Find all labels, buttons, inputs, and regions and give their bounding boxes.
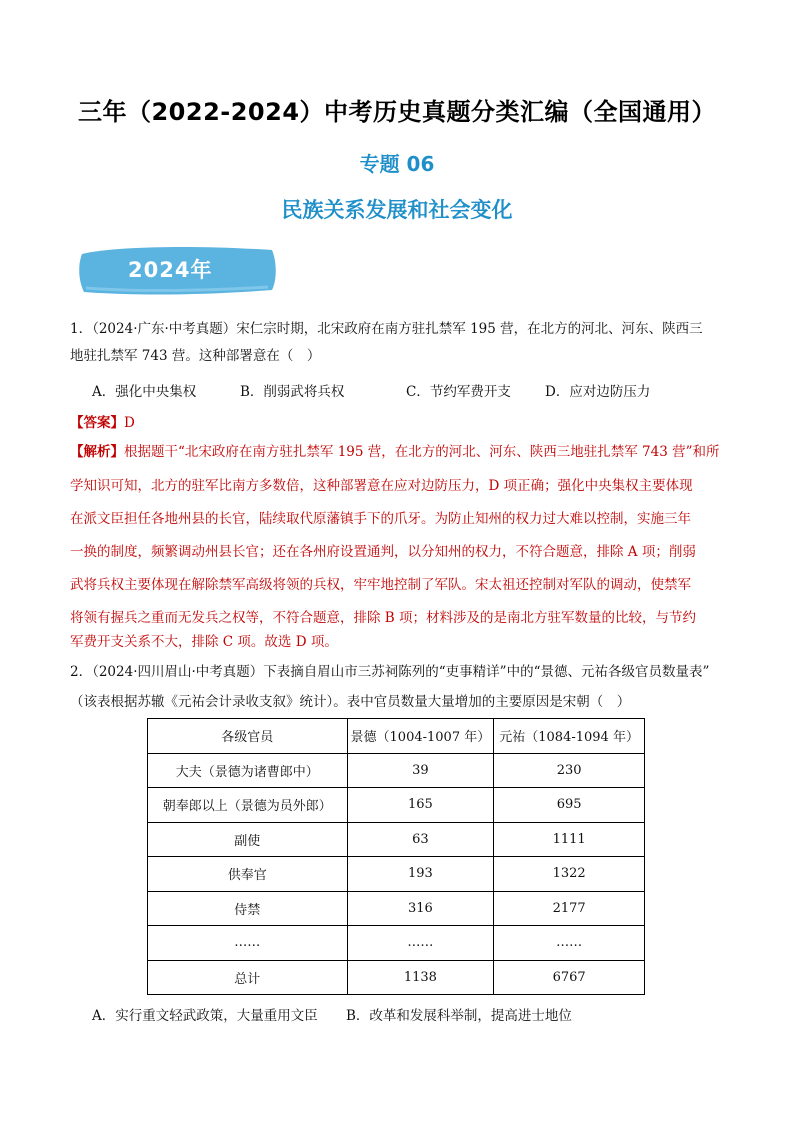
table-cell: 1138: [347, 960, 494, 995]
page-title: 三年（2022-2024）中考历史真题分类汇编（全国通用）: [77, 98, 717, 126]
answer-value: D: [124, 415, 135, 431]
officials-count-table: [147, 718, 645, 995]
q1-analysis-line-4: 一换的制度，频繁调动州县长官；还在各州府设置通判，以分知州的权力，不符合题意，排除 A 项；削弱: [70, 544, 696, 560]
table-cell: 副使: [148, 822, 348, 857]
table-cell: ……: [148, 926, 348, 961]
answer-tag: 【答案】: [70, 415, 124, 431]
table-header: 各级官员: [148, 719, 348, 754]
q2-stem-line-2: （该表根据苏辙《元祐会计录收支叙》统计）。表中官员数量大量增加的主要原因是宋朝（ ）: [70, 694, 631, 710]
q1-stem-line-2: 地驻扎禁军 743 营。这种部署意在（ ）: [70, 348, 321, 364]
q1-option-b: B．削弱武将兵权: [240, 384, 345, 400]
table-cell: 1111: [494, 822, 645, 857]
q1-analysis-line-6: 将领有握兵之重而无发兵之权等，不符合题意，排除 B 项；材料涉及的是南北方驻军数量的比较，与节约: [70, 610, 697, 626]
q2-option-b: B．改革和发展科举制，提高进士地位: [346, 1008, 572, 1024]
table-cell: 6767: [494, 960, 645, 995]
table-cell: 39: [347, 753, 494, 788]
q2-option-a: A．实行重文轻武政策，大量重用文臣: [92, 1008, 318, 1024]
q1-analysis-line-2: 学知识可知，北方的驻军比南方多数倍，这种部署意在应对边防压力，D 项正确；强化中央集权主要体现: [70, 478, 693, 494]
table-cell: 695: [494, 788, 645, 823]
table-cell: 193: [347, 857, 494, 892]
topic-number: 专题 06: [359, 152, 435, 176]
table-row: [148, 857, 645, 892]
table-cell: 230: [494, 753, 645, 788]
table-cell: ……: [347, 926, 494, 961]
table-row: [148, 926, 645, 961]
table-header: 景德（1004-1007 年）: [347, 719, 494, 754]
q1-analysis-line-5: 武将兵权主要体现在解除禁军高级将领的兵权，牢牢地控制了军队。宋太祖还控制对军队的调动，使禁军: [70, 577, 691, 593]
topic-name: 民族关系发展和社会变化: [281, 198, 513, 222]
year-label: 2024年: [128, 258, 213, 282]
table-cell: ……: [494, 926, 645, 961]
table-cell: 63: [347, 822, 494, 857]
q1-analysis-line-7: 军费开支关系不大，排除 C 项。故选 D 项。: [70, 634, 338, 650]
q1-analysis-line-1: [70, 440, 720, 460]
table-cell: 165: [347, 788, 494, 823]
q1-option-c: C．节约军费开支: [406, 384, 511, 400]
table-cell: 朝奉郎以上（景德为员外郎）: [148, 788, 348, 823]
q1-analysis-line-3: 在派文臣担任各地州县的长官，陆续取代原藩镇手下的爪牙。为防止知州的权力过大难以控制，实施三年: [70, 511, 691, 527]
analysis-text: 根据题干“北宋政府在南方驻扎禁军 195 营，在北方的河北、河东、陕西三地驻扎禁军 743 营”和所: [124, 444, 720, 460]
table-row: [148, 822, 645, 857]
table-cell: 总计: [148, 960, 348, 995]
year-badge: [76, 242, 276, 298]
q1-answer: [70, 411, 135, 431]
q1-option-d: D．应对边防压力: [545, 384, 651, 400]
q1-stem-line-1: 1．（2024·广东·中考真题）宋仁宗时期，北宋政府在南方驻扎禁军 195 营，在北方的河北、河东、陕西三: [70, 321, 703, 337]
table-row: [148, 891, 645, 926]
table-cell: 2177: [494, 891, 645, 926]
table-cell: 1322: [494, 857, 645, 892]
table-cell: 316: [347, 891, 494, 926]
table-cell: 供奉官: [148, 857, 348, 892]
table-cell: 侍禁: [148, 891, 348, 926]
table-row: [148, 960, 645, 995]
table-row: [148, 753, 645, 788]
q2-stem-line-1: 2．（2024·四川眉山·中考真题）下表摘自眉山市三苏祠陈列的“吏事精详”中的“景德、元祐各级官员数量表”: [70, 664, 710, 680]
analysis-tag: 【解析】: [70, 444, 124, 460]
table-row: [148, 788, 645, 823]
table-header: 元祐（1084-1094 年）: [494, 719, 645, 754]
q1-option-a: A．强化中央集权: [92, 384, 197, 400]
table-cell: 大夫（景德为诸曹郎中）: [148, 753, 348, 788]
table-header-row: [148, 719, 645, 754]
